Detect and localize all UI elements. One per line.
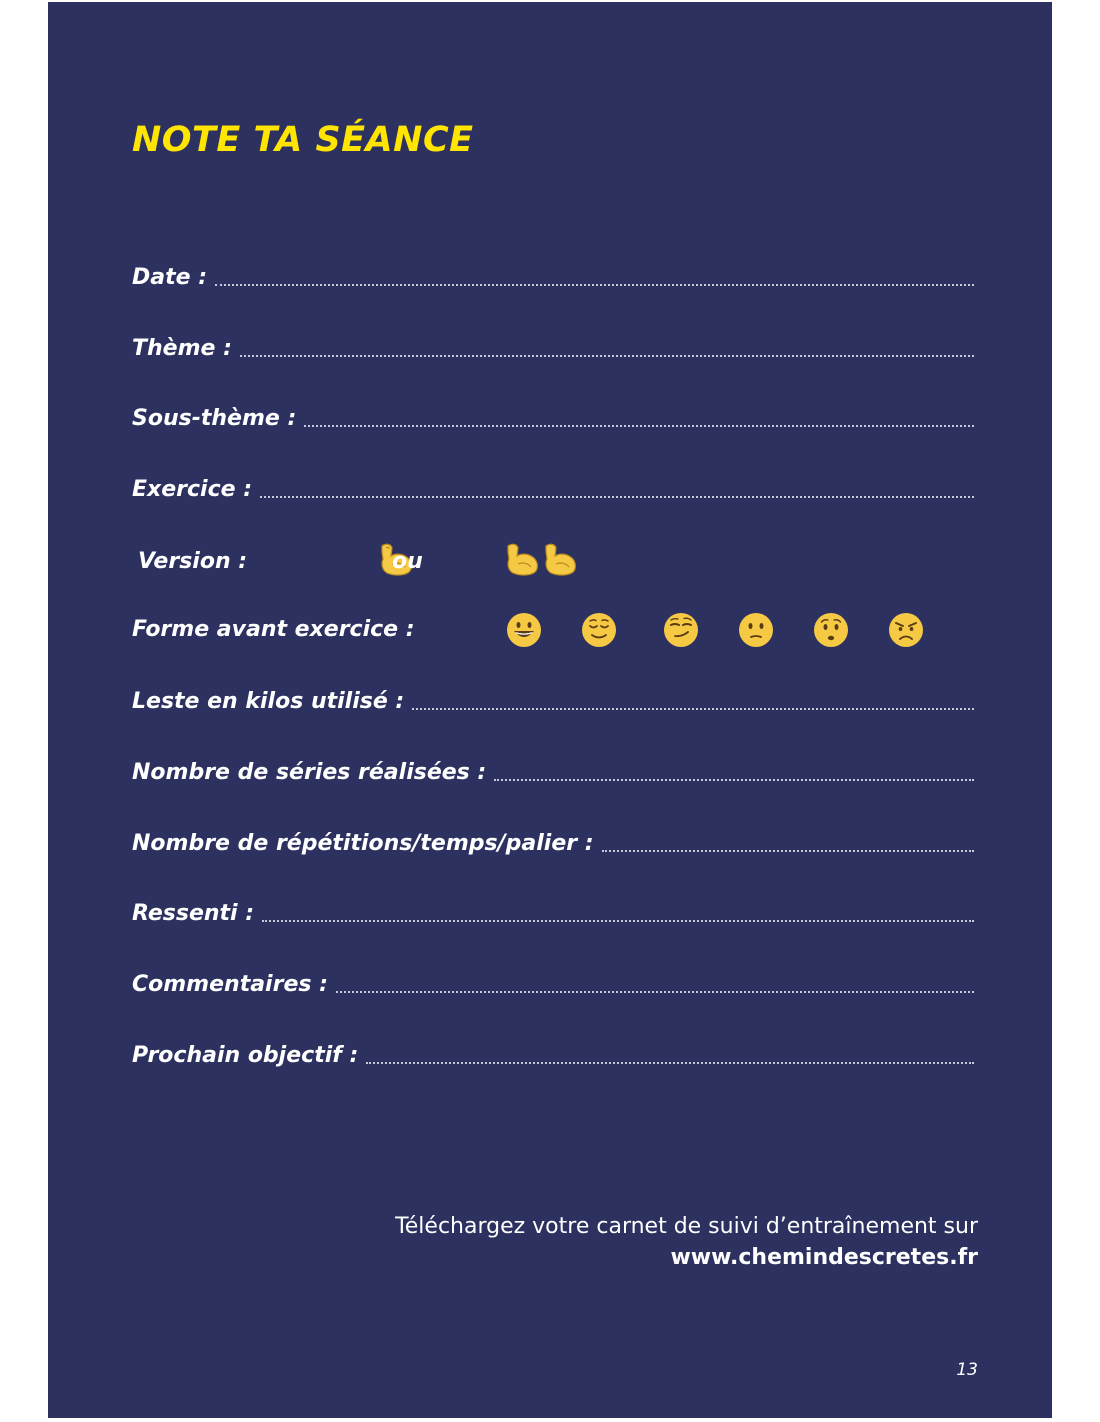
footer-text: Téléchargez votre carnet de suivi d’entraînement sur <box>395 1214 978 1239</box>
ressenti-dotted-line <box>262 920 974 922</box>
exercice-label: Exercice : <box>132 477 252 502</box>
theme-label: Thème : <box>132 336 232 361</box>
prochain-objectif-label: Prochain objectif : <box>132 1043 359 1068</box>
leste-label: Leste en kilos utilisé : <box>132 689 405 714</box>
version-row <box>138 542 738 582</box>
worried-face-icon[interactable] <box>813 612 849 648</box>
page <box>48 2 1052 1418</box>
footer-url-link[interactable]: www.chemindescretes.fr <box>670 1245 978 1270</box>
forme-row <box>132 610 974 650</box>
exercice-field <box>132 473 974 507</box>
exercice-dotted-line <box>260 496 974 498</box>
commentaires-field <box>132 968 974 1002</box>
sous-theme-dotted-line <box>304 425 974 427</box>
prochain-objectif-dotted-line <box>366 1062 974 1064</box>
ressenti-field <box>132 897 974 931</box>
series-field <box>132 756 974 790</box>
neutral-face-icon[interactable] <box>738 612 774 648</box>
date-label: Date : <box>132 265 208 290</box>
date-field <box>132 261 974 295</box>
sous-theme-label: Sous-thème : <box>132 406 297 431</box>
page-number: 13 <box>956 1360 978 1380</box>
angry-face-icon[interactable] <box>888 612 924 648</box>
relieved-face-icon[interactable] <box>581 612 617 648</box>
smirking-face-icon[interactable] <box>663 612 699 648</box>
theme-field <box>132 332 974 366</box>
double-flexed-biceps-icon <box>504 542 580 578</box>
repetitions-label: Nombre de répétitions/temps/palier : <box>132 831 594 856</box>
prochain-objectif-field <box>132 1039 974 1073</box>
sous-theme-field <box>132 402 974 436</box>
repetitions-dotted-line <box>602 850 974 852</box>
forme-label: Forme avant exercice : <box>132 617 415 642</box>
ressenti-label: Ressenti : <box>132 901 255 926</box>
commentaires-label: Commentaires : <box>132 972 328 997</box>
series-label: Nombre de séries réalisées : <box>132 760 487 785</box>
series-dotted-line <box>494 779 974 781</box>
version-label: Version : <box>138 549 248 574</box>
leste-field <box>132 685 974 719</box>
theme-dotted-line <box>240 355 974 357</box>
page-title: NOTE TA SÉANCE <box>132 120 474 160</box>
leste-dotted-line <box>412 708 974 710</box>
repetitions-field <box>132 827 974 861</box>
grinning-face-icon[interactable] <box>506 612 542 648</box>
date-dotted-line <box>215 284 974 286</box>
commentaires-dotted-line <box>336 991 974 993</box>
version-or-text: ou <box>392 549 423 574</box>
